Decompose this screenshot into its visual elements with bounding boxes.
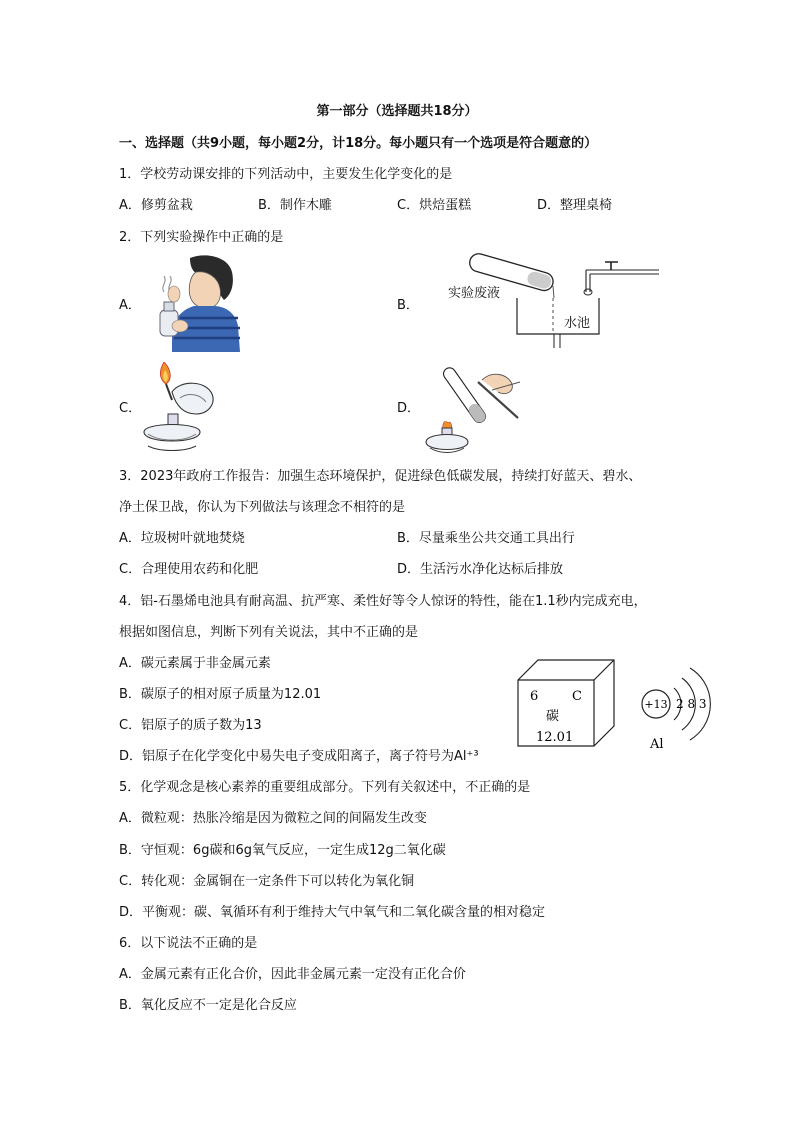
- q6-option-a[interactable]: A．金属元素有正化合价，因此非金属元素一定没有正化合价: [119, 967, 466, 982]
- smelling-gas-illustration: [150, 252, 242, 352]
- q4-option-b[interactable]: B．碳原子的相对原子质量为12.01: [119, 687, 322, 702]
- q1-option-b[interactable]: B．制作木雕: [258, 198, 332, 213]
- element-name: 碳: [546, 709, 560, 724]
- q2-option-c[interactable]: C．: [119, 401, 142, 416]
- q3-option-d[interactable]: D．生活污水净化达标后排放: [397, 562, 564, 577]
- q3-option-a[interactable]: A．垃圾树叶就地焚烧: [119, 531, 245, 546]
- q4-option-d[interactable]: D．铝原子在化学变化中易失电子变成阳离子，离子符号为Al⁺³: [119, 749, 479, 764]
- part-title: 第一部分（选择题共18分）: [316, 104, 478, 119]
- q4-stem-line2: 根据如图信息，判断下列有关说法，其中不正确的是: [119, 625, 419, 640]
- q2-option-a[interactable]: A．: [119, 298, 141, 313]
- q5-option-d[interactable]: D．平衡观：碳、氧循环有利于维持大气中氧气和二氧化碳含量的相对稳定: [119, 905, 546, 920]
- q2-stem: 2．下列实验操作中正确的是: [119, 230, 284, 245]
- q4-stem-line1: 4．铝-石墨烯电池具有耐高温、抗严寒、柔性好等令人惊讶的特性，能在1.1秒内完成充电，: [119, 594, 647, 609]
- q6-option-b[interactable]: B．氧化反应不一定是化合反应: [119, 998, 297, 1013]
- element-mass: 12.01: [536, 730, 574, 745]
- atom-nucleus: +13: [644, 698, 668, 711]
- q5-option-a[interactable]: A．微粒观：热胀冷缩是因为微粒之间的间隔发生改变: [119, 811, 427, 826]
- q6-stem: 6．以下说法不正确的是: [119, 936, 258, 951]
- q1-option-a[interactable]: A．修剪盆栽: [119, 198, 193, 213]
- sink-label: 水池: [564, 316, 591, 331]
- q3-stem-line2: 净土保卫战，你认为下列做法与该理念不相符的是: [119, 500, 406, 515]
- q5-option-b[interactable]: B．守恒观：6g碳和6g氧气反应，一定生成12g二氧化碳: [119, 843, 446, 858]
- carbon-element-tile: [516, 656, 616, 748]
- waste-liquid-sink-illustration: [440, 252, 665, 352]
- element-symbol: C: [572, 689, 582, 704]
- q5-stem: 5．化学观念是核心素养的重要组成部分。下列有关叙述中，不正确的是: [119, 780, 531, 795]
- q2-option-b[interactable]: B．: [397, 298, 419, 313]
- q4-option-a[interactable]: A．碳元素属于非金属元素: [119, 656, 271, 671]
- alcohol-lamp-lighting-illustration: [140, 362, 220, 454]
- q5-option-c[interactable]: C．转化观：金属铜在一定条件下可以转化为氧化铜: [119, 874, 415, 889]
- q3-option-b[interactable]: B．尽量乘坐公共交通工具出行: [397, 531, 575, 546]
- element-number: 6: [530, 689, 539, 704]
- heating-test-tube-illustration: [422, 362, 522, 456]
- section-heading: 一、选择题（共9小题，每小题2分，计18分。每小题只有一个选项是符合题意的）: [119, 136, 598, 151]
- waste-liquid-label: 实验废液: [448, 286, 501, 301]
- q3-stem-line1: 3．2023年政府工作报告：加强生态环境保护，促进绿色低碳发展，持续打好蓝天、碧水、: [119, 469, 642, 484]
- q1-option-d[interactable]: D．整理桌椅: [537, 198, 613, 213]
- aluminum-atom-structure: [636, 656, 726, 752]
- q1-stem: 1．学校劳动课安排的下列活动中，主要发生化学变化的是: [119, 167, 453, 182]
- q4-option-c[interactable]: C．铝原子的质子数为13: [119, 718, 262, 733]
- atom-symbol: Al: [650, 737, 664, 752]
- q2-option-d[interactable]: D．: [397, 401, 421, 416]
- q1-option-c[interactable]: C．烘焙蛋糕: [397, 198, 472, 213]
- atom-electrons: 2 8 3: [676, 697, 707, 711]
- q3-option-c[interactable]: C．合理使用农药和化肥: [119, 562, 259, 577]
